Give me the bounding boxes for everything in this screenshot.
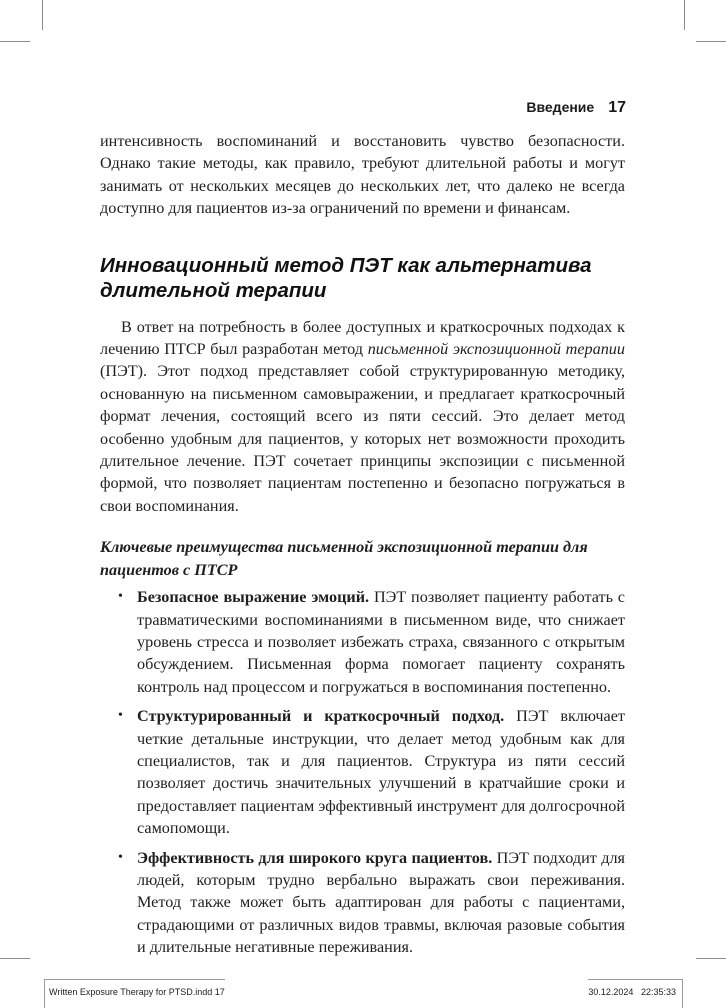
bullet-icon: • [118, 849, 123, 865]
section-heading: Инновационный метод ПЭТ как альтернатива длительной терапии [100, 253, 592, 302]
slug-file-name: Written Exposure Therapy for PTSD.indd 17 [44, 979, 225, 1008]
section-title: Введение [526, 99, 595, 115]
crop-mark-top-left [42, 0, 43, 30]
list-item-text: ПЭТ включает четкие детальные инструкции, что делает метод удобным как для специалистов, так и для пациентов. Структура из пяти сессий позволяет достичь значительных улучшений в кратчайшие сроки и предоставляет пациентам эффективный инструмент для долгосрочной самопомощи. [137, 707, 625, 838]
running-head [526, 99, 626, 117]
crop-mark-right-lower [696, 958, 726, 959]
list-item [100, 586, 625, 698]
crop-mark-left-upper [0, 41, 30, 42]
bullet-icon: • [118, 708, 123, 724]
intro-paragraph: интенсивность воспоминаний и восстановить чувство безопасности. Однако такие методы, как правило, требуют длительной работы и могут занимать от нескольких месяцев до нескольких лет, что далеко не всегда доступно для пациентов из-за ограничений по времени и финансам. [100, 132, 625, 218]
benefits-list [100, 586, 625, 959]
list-item [100, 705, 625, 839]
slug-footer [0, 967, 726, 1000]
list-item-lead: Эффективность для широкого круга пациентов. [137, 848, 493, 867]
paragraph-text: В ответ на потребность в более доступных и краткосрочных подходах к лечению ПТСР был разработан метод [100, 317, 625, 359]
slug-date: 30.12.2024 [588, 987, 634, 997]
page-content [100, 130, 625, 966]
list-item [100, 847, 625, 959]
bullet-icon: • [118, 589, 123, 605]
slug-time: 22:35:33 [640, 987, 676, 997]
crop-mark-left-lower [0, 958, 30, 959]
section-paragraph [100, 316, 625, 518]
list-item-text: ПЭТ позволяет пациенту работать с травматическими воспоминаниями в письменном виде, что снижает уровень стресса и позволяет избежать страха, связанного с открытым обсуждением. Письменная форма помогает пациенту сохранять контроль над процессом и погружаться в воспоминания постепенно. [137, 588, 625, 696]
list-item-text: ПЭТ подходит для людей, которым трудно вербально выражать свои переживания. Метод также может быть адаптирован для работы с пациентами, страдающими от различных видов травмы, включая разовые события и длительные негативные переживания. [137, 848, 625, 957]
paragraph-term: письменной экспозиционной терапии [367, 340, 625, 359]
crop-mark-right-upper [696, 41, 726, 42]
subheading: Ключевые преимущества письменной экспозиционной терапии для пациентов с ПТСР [100, 538, 588, 579]
list-item-lead: Безопасное выражение эмоций. [137, 588, 370, 607]
page-number: 17 [608, 99, 626, 116]
crop-mark-top-right [684, 0, 685, 30]
paragraph-text: (ПЭТ). Этот подход представляет собой структурированную методику, основанную на письменном самовыражении, и предлагает краткосрочный формат лечения, состоящий всего из пяти сессий. Это делает метод особенно удобным для пациентов, у которых нет возможности проходить длительное лечение. ПЭТ сочетает принципы экспозиции с письменной формой, что позволяет пациентам постепенно и безопасно погружаться в свои воспоминания. [100, 362, 625, 515]
list-item-lead: Структурированный и краткосрочный подход. [137, 707, 505, 726]
slug-timestamp [588, 979, 683, 1008]
